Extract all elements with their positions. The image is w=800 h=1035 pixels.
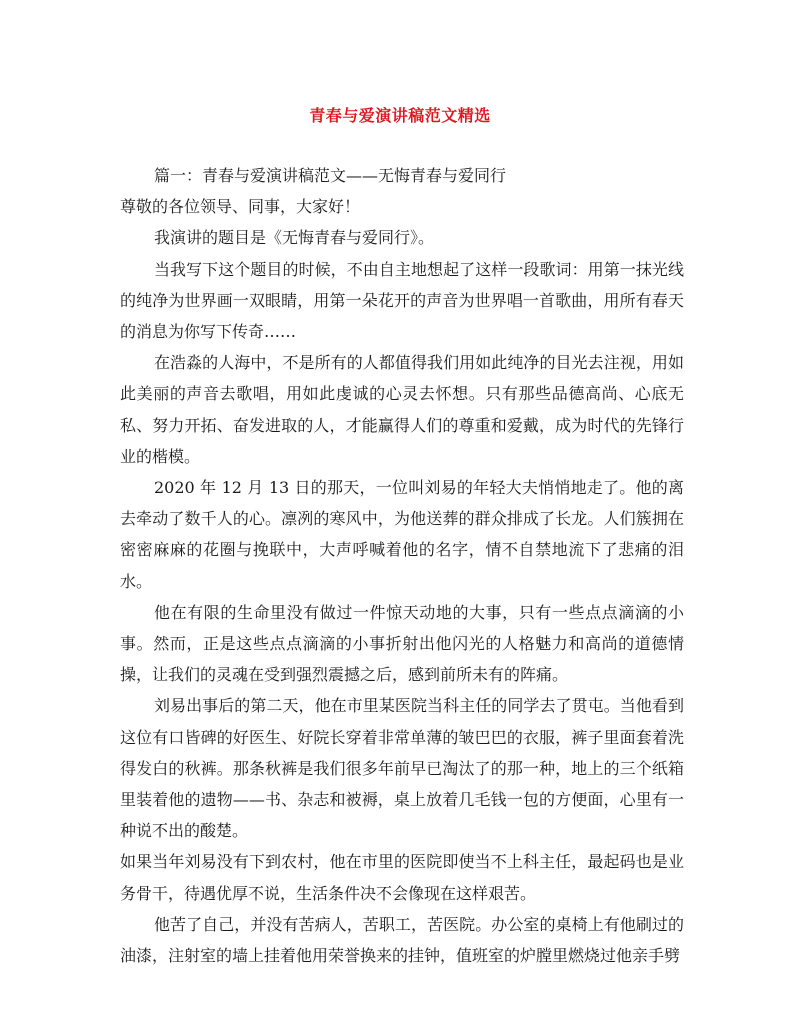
paragraph: 在浩淼的人海中，不是所有的人都值得我们用如此纯净的目光去注视，用如此美丽的声音去歌唱，用如此虔诚的心灵去怀想。只有那些品德高尚、心底无私、努力开拓、奋发进取的人，才能赢得人们的尊重和爱戴，成为时代的先锋行业的楷模。 [120, 353, 684, 466]
paragraph-heading: 篇一：青春与爱演讲稿范文——无悔青春与爱同行 [154, 166, 507, 185]
paragraph: 当我写下这个题目的时候，不由自主地想起了这样一段歌词：用第一抹光线的纯净为世界画一双眼睛，用第一朵花开的声音为世界唱一首歌曲，用所有春天的消息为你写下传奇…… [120, 259, 684, 342]
paragraph: 2020 年 12 月 13 日的那天，一位叫刘易的年轻大夫悄悄地走了。他的离去牵动了数千人的心。凛冽的寒风中，为他送葬的群众排成了长龙。人们簇拥在密密麻麻的花圈与挽联中，大声呼喊着他的名字，情不自禁地流下了悲痛的泪水。 [120, 478, 684, 591]
paragraph: 他在有限的生命里没有做过一件惊天动地的大事，只有一些点点滴滴的小事。然而，正是这些点点滴滴的小事折射出他闪光的人格魅力和高尚的道德情操，让我们的灵魂在受到强烈震撼之后，感到前所未有的阵痛。 [120, 602, 684, 685]
paragraph: 他苦了自己，并没有苦病人，苦职工，苦医院。办公室的桌椅上有他刷过的油漆，注射室的墙上挂着他用荣誉换来的挂钟，值班室的炉膛里燃烧过他亲手劈 [120, 914, 684, 966]
document-title: 青春与爱演讲稿范文精选 [309, 106, 491, 125]
document-body [120, 160, 684, 971]
paragraph-salutation: 尊敬的各位领导、同事，大家好！ [120, 197, 361, 217]
paragraph: 我演讲的题目是《无悔青春与爱同行》。 [154, 228, 435, 248]
paragraph: 如果当年刘易没有下到农村，他在市里的医院即使当不上科主任，最起码也是业务骨干，待遇优厚不说，生活条件决不会像现在这样艰苦。 [120, 852, 684, 903]
paragraph: 刘易出事后的第二天，他在市里某医院当科主任的同学去了贯屯。当他看到这位有口皆碑的好医生、好院长穿着非常单薄的皱巴巴的衣服，裤子里面套着洗得发白的秋裤。那条秋裤是我们很多年前早已淘汰了的那一种，地上的三个纸箱里装着他的遗物——书、杂志和被褥，桌上放着几毛钱一包的方便面，心里有一种说不出的酸楚。 [120, 696, 684, 841]
